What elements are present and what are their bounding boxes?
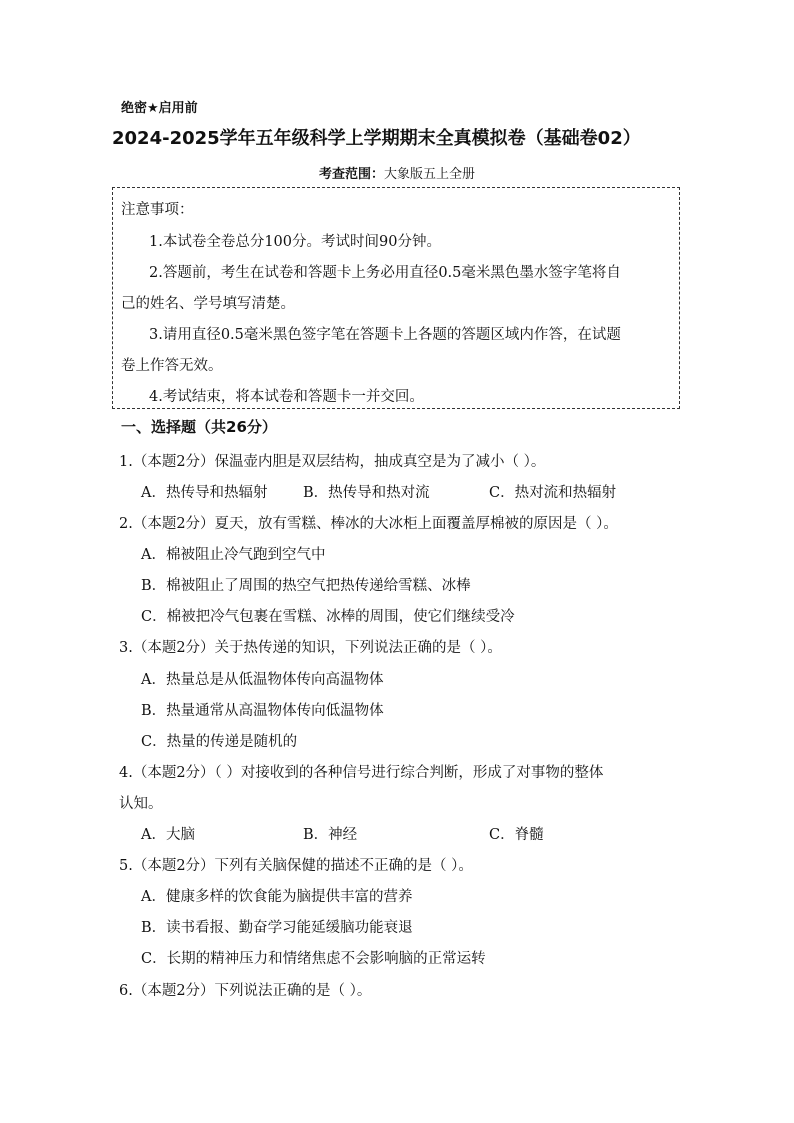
question-stem: 4.（本题2分）（ ）对接收到的各种信号进行综合判断，形成了对事物的整体 [119, 765, 604, 781]
option: C．热量的传递是随机的 [141, 734, 298, 750]
question-stem: 2.（本题2分）夏天，放有雪糕、棒冰的大冰柜上面覆盖厚棉被的原因是（ ）。 [119, 516, 618, 532]
option: B．神经 [303, 827, 358, 843]
notice-line: 2.答题前，考生在试卷和答题卡上务必用直径0.5毫米黑色墨水签字笔将自 [149, 265, 621, 281]
notice-line: 卷上作答无效。 [121, 358, 223, 374]
option: A．棉被阻止冷气跑到空气中 [141, 547, 326, 563]
option: C．脊髓 [489, 827, 544, 843]
option: B．热传导和热对流 [303, 485, 430, 501]
notice-line: 1.本试卷全卷总分100分。考试时间90分钟。 [149, 234, 441, 250]
option: A．热传导和热辐射 [141, 485, 268, 501]
option: A．热量总是从低温物体传向高温物体 [141, 672, 384, 688]
notice-title: 注意事项： [121, 202, 194, 218]
notice-line: 己的姓名、学号填写清楚。 [121, 296, 295, 312]
notice-box [112, 187, 680, 409]
secret-mark: 绝密★启用前 [121, 101, 198, 116]
notice-line: 3.请用直径0.5毫米黑色签字笔在答题卡上各题的答题区域内作答，在试题 [149, 327, 621, 343]
option: A．大脑 [141, 827, 195, 843]
scope-label: 考查范围： [318, 167, 384, 182]
option: A．健康多样的饮食能为脑提供丰富的营养 [141, 889, 413, 905]
question-stem-continued: 认知。 [119, 796, 163, 812]
question-stem: 5.（本题2分）下列有关脑保健的描述不正确的是（ ）。 [119, 858, 473, 874]
exam-scope [0, 163, 794, 182]
scope-value: 大象版五上全册 [384, 167, 476, 182]
question-stem: 1.（本题2分）保温壶内胆是双层结构，抽成真空是为了减小（ ）。 [119, 454, 546, 470]
question-stem: 6.（本题2分）下列说法正确的是（ ）。 [119, 983, 372, 999]
option: C．热对流和热辐射 [489, 485, 617, 501]
option: B．读书看报、勤奋学习能延缓脑功能衰退 [141, 920, 413, 936]
option: B．热量通常从高温物体传向低温物体 [141, 703, 384, 719]
question-stem: 3.（本题2分）关于热传递的知识，下列说法正确的是（ ）。 [119, 640, 502, 656]
option: C．长期的精神压力和情绪焦虑不会影响脑的正常运转 [141, 951, 486, 967]
notice-line: 4.考试结束，将本试卷和答题卡一并交回。 [149, 389, 424, 405]
option: C．棉被把冷气包裹在雪糕、冰棒的周围，使它们继续受冷 [141, 609, 515, 625]
option: B．棉被阻止了周围的热空气把热传递给雪糕、冰棒 [141, 578, 471, 594]
section-title: 一、选择题（共26分） [121, 418, 277, 436]
exam-title: 2024-2025学年五年级科学上学期期末全真模拟卷（基础卷02） [112, 128, 641, 149]
